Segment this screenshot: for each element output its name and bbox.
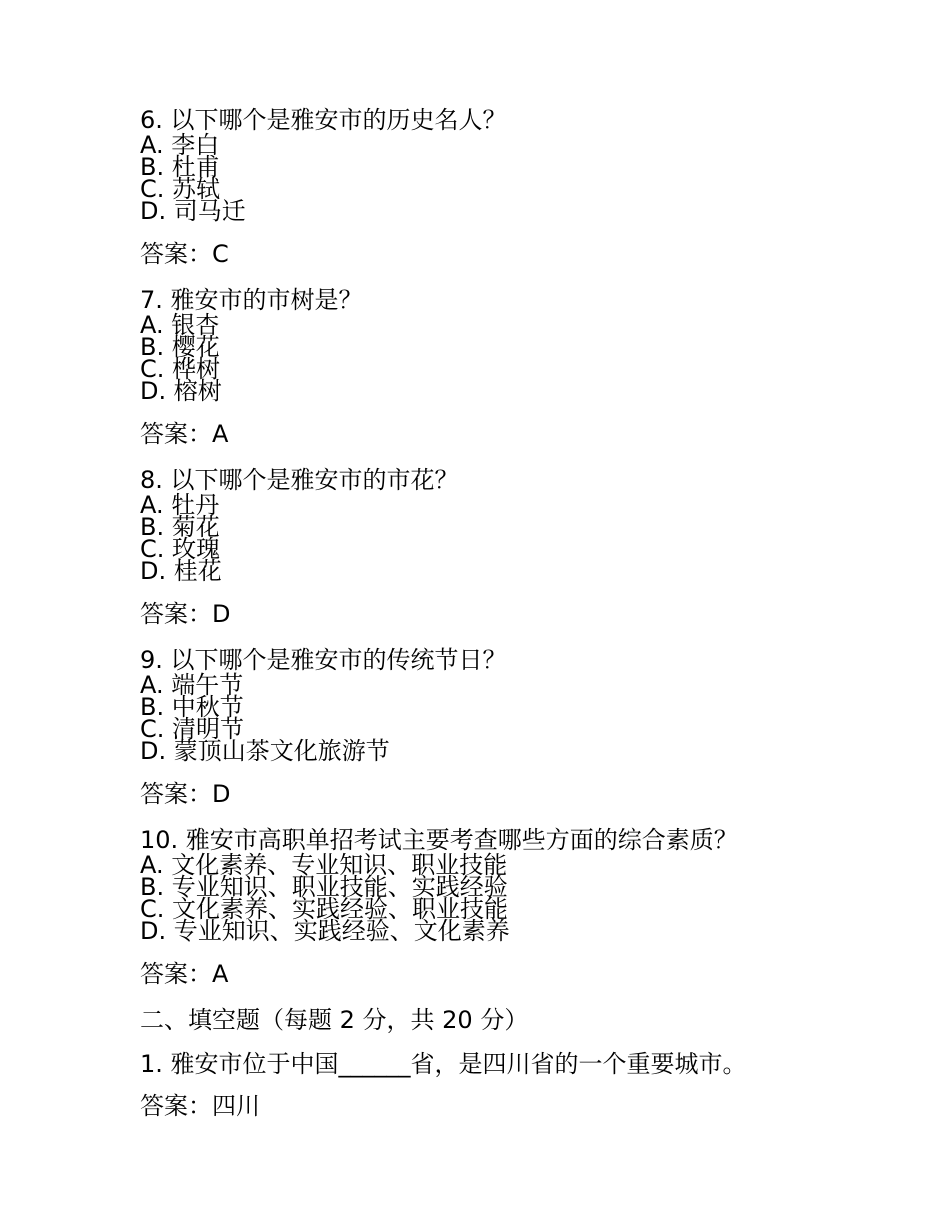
document-page xyxy=(140,106,860,1120)
answer-line: 答案：D xyxy=(140,600,231,628)
fill-blank-answer: 答案：四川 xyxy=(140,1092,260,1120)
option-c: C. 清明节 xyxy=(140,715,245,743)
answer-line: 答案：D xyxy=(140,780,231,808)
option-c: C. 桦树 xyxy=(140,355,221,383)
option-b: B. 杜甫 xyxy=(140,153,220,181)
option-a: A. 银杏 xyxy=(140,311,220,339)
option-a: A. 端午节 xyxy=(140,671,244,699)
option-b: B. 中秋节 xyxy=(140,693,244,721)
option-a: A. 李白 xyxy=(140,131,220,159)
option-d: D. 司马迁 xyxy=(140,197,246,225)
question-7 xyxy=(140,286,860,448)
fill-blank-question: 1. 雅安市位于中国______省，是四川省的一个重要城市。 xyxy=(140,1050,747,1078)
option-c: C. 苏轼 xyxy=(140,175,221,203)
option-b: B. 樱花 xyxy=(140,333,220,361)
option-a: A. 文化素养、专业知识、职业技能 xyxy=(140,851,508,879)
option-a: A. 牡丹 xyxy=(140,491,220,519)
section-heading: 二、填空题（每题 2 分，共 20 分） xyxy=(140,1006,529,1034)
answer-line: 答案：A xyxy=(140,420,229,448)
option-b: B. 菊花 xyxy=(140,513,220,541)
question-title: 7. 雅安市的市树是？ xyxy=(140,286,363,314)
option-d: D. 桂花 xyxy=(140,557,222,585)
answer-line: 答案：A xyxy=(140,960,229,988)
answer-line: 答案：C xyxy=(140,240,229,268)
question-10 xyxy=(140,826,860,988)
option-c: C. 玫瑰 xyxy=(140,535,221,563)
option-c: C. 文化素养、实践经验、职业技能 xyxy=(140,895,509,923)
question-title: 6. 以下哪个是雅安市的历史名人？ xyxy=(140,106,507,134)
question-8 xyxy=(140,466,860,628)
option-d: D. 榕树 xyxy=(140,377,222,405)
question-6 xyxy=(140,106,860,268)
question-title: 9. 以下哪个是雅安市的传统节日？ xyxy=(140,646,507,674)
option-d: D. 蒙顶山茶文化旅游节 xyxy=(140,737,390,765)
option-b: B. 专业知识、职业技能、实践经验 xyxy=(140,873,508,901)
option-d: D. 专业知识、实践经验、文化素养 xyxy=(140,917,510,945)
question-title: 8. 以下哪个是雅安市的市花？ xyxy=(140,466,459,494)
question-title: 10. 雅安市高职单招考试主要考查哪些方面的综合素质？ xyxy=(140,826,738,854)
question-9 xyxy=(140,646,860,808)
